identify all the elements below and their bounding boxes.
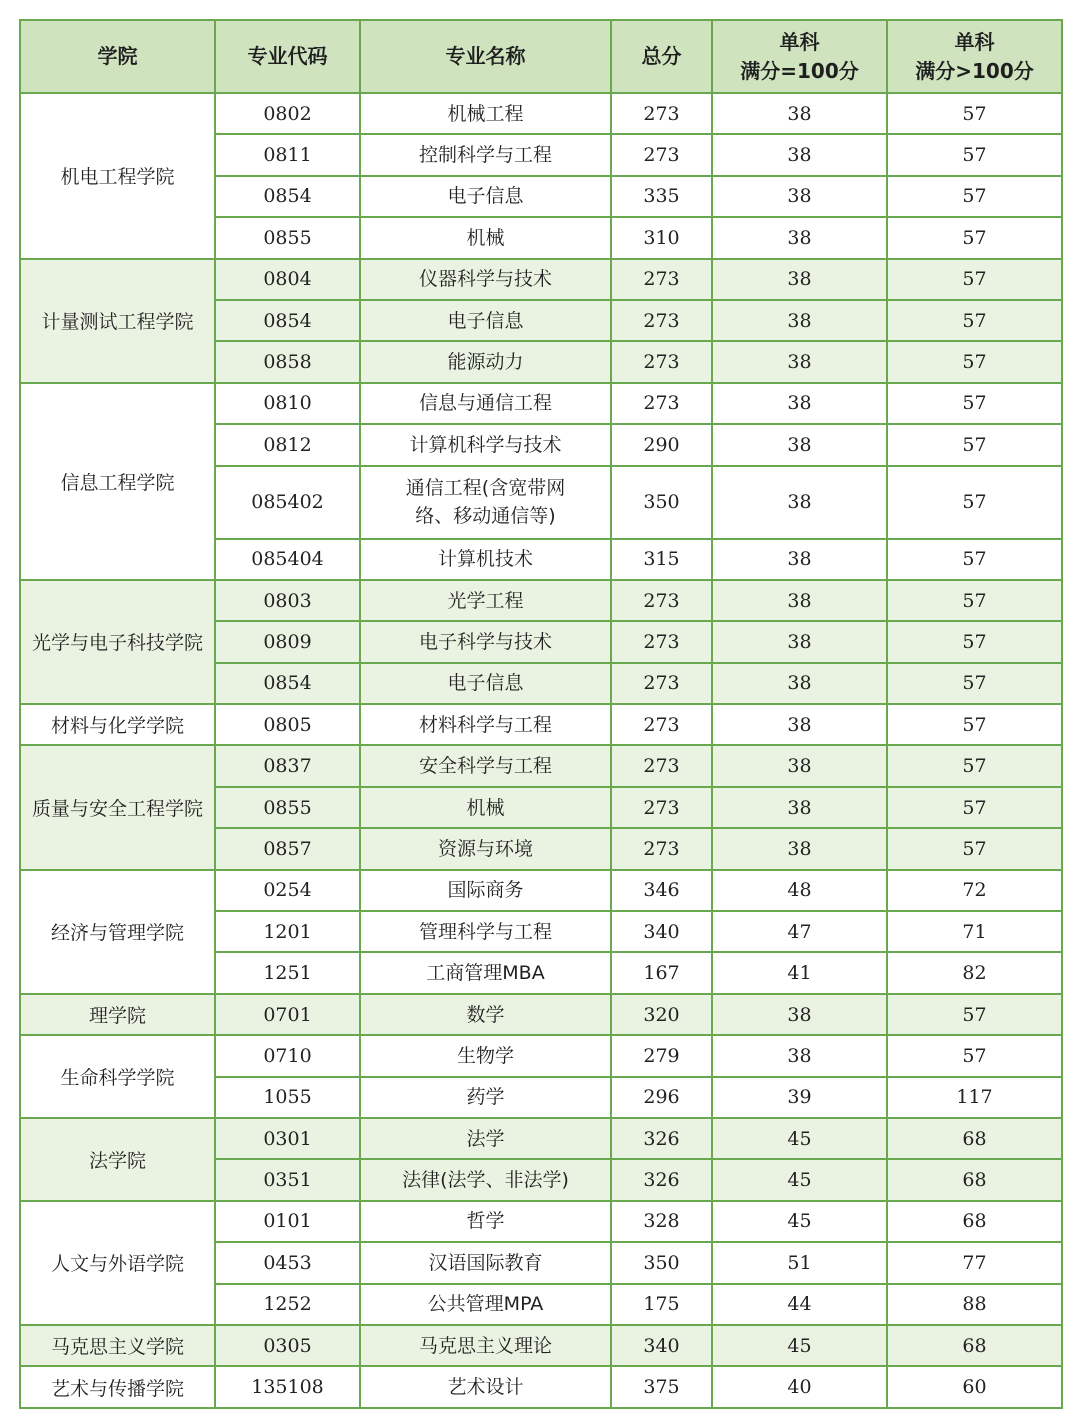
major-name-cell: 哲学 xyxy=(360,1201,611,1242)
single-subject-over-100-cell: 57 xyxy=(887,704,1062,745)
single-subject-100-cell: 47 xyxy=(712,911,887,952)
total-score-cell: 350 xyxy=(611,1242,712,1283)
single-subject-100-cell: 44 xyxy=(712,1284,887,1325)
major-code-cell: 0101 xyxy=(215,1201,360,1242)
single-subject-over-100-cell: 57 xyxy=(887,300,1062,341)
single-subject-over-100-cell: 68 xyxy=(887,1118,1062,1159)
college-cell: 质量与安全工程学院 xyxy=(20,745,215,869)
major-code-cell: 0804 xyxy=(215,259,360,300)
total-score-cell: 273 xyxy=(611,787,712,828)
single-subject-over-100-cell: 57 xyxy=(887,1035,1062,1076)
major-code-cell: 0453 xyxy=(215,1242,360,1283)
major-name-cell: 艺术设计 xyxy=(360,1366,611,1407)
major-code-cell: 0710 xyxy=(215,1035,360,1076)
major-code-cell: 0858 xyxy=(215,341,360,382)
major-name-cell: 马克思主义理论 xyxy=(360,1325,611,1366)
major-name-cell: 公共管理MPA xyxy=(360,1284,611,1325)
total-score-cell: 310 xyxy=(611,217,712,258)
single-subject-100-cell: 48 xyxy=(712,870,887,911)
single-subject-100-cell: 38 xyxy=(712,176,887,217)
total-score-cell: 375 xyxy=(611,1366,712,1407)
major-code-cell: 0837 xyxy=(215,745,360,786)
header-single-subject-100-line1: 单科 xyxy=(779,29,820,54)
college-cell: 法学院 xyxy=(20,1118,215,1201)
major-name-cell: 资源与环境 xyxy=(360,828,611,869)
single-subject-100-cell: 38 xyxy=(712,663,887,704)
single-subject-100-cell: 45 xyxy=(712,1159,887,1200)
single-subject-100-cell: 38 xyxy=(712,383,887,424)
single-subject-100-cell: 38 xyxy=(712,621,887,662)
major-name-cell: 汉语国际教育 xyxy=(360,1242,611,1283)
college-cell: 机电工程学院 xyxy=(20,93,215,259)
major-code-cell: 0855 xyxy=(215,217,360,258)
single-subject-100-cell: 38 xyxy=(712,539,887,580)
total-score-cell: 346 xyxy=(611,870,712,911)
table-row xyxy=(20,704,1062,745)
single-subject-over-100-cell: 57 xyxy=(887,134,1062,175)
major-name-cell: 安全科学与工程 xyxy=(360,745,611,786)
table-row xyxy=(20,1118,1062,1159)
total-score-cell: 340 xyxy=(611,911,712,952)
single-subject-100-cell: 41 xyxy=(712,952,887,993)
college-cell: 人文与外语学院 xyxy=(20,1201,215,1325)
major-code-cell: 0854 xyxy=(215,663,360,704)
college-cell: 信息工程学院 xyxy=(20,383,215,580)
major-name-cell: 信息与通信工程 xyxy=(360,383,611,424)
header-single-subject-over-100-line1: 单科 xyxy=(954,29,995,54)
major-name-cell: 工商管理MBA xyxy=(360,952,611,993)
table-body xyxy=(20,93,1062,1408)
single-subject-over-100-cell: 57 xyxy=(887,580,1062,621)
major-name-cell: 机械 xyxy=(360,217,611,258)
header-major-name: 专业名称 xyxy=(360,20,611,93)
score-table xyxy=(19,19,1063,1409)
college-cell: 材料与化学学院 xyxy=(20,704,215,745)
total-score-cell: 273 xyxy=(611,341,712,382)
total-score-cell: 350 xyxy=(611,466,712,539)
major-name-cell: 仪器科学与技术 xyxy=(360,259,611,300)
major-name-cell: 材料科学与工程 xyxy=(360,704,611,745)
major-code-cell: 0809 xyxy=(215,621,360,662)
single-subject-100-cell: 39 xyxy=(712,1077,887,1118)
total-score-cell: 273 xyxy=(611,300,712,341)
total-score-cell: 175 xyxy=(611,1284,712,1325)
single-subject-over-100-cell: 57 xyxy=(887,176,1062,217)
single-subject-100-cell: 38 xyxy=(712,259,887,300)
major-name-cell: 电子信息 xyxy=(360,300,611,341)
header-single-subject-100 xyxy=(712,20,887,93)
header-single-subject-100-line2: 满分=100分 xyxy=(740,58,859,83)
single-subject-over-100-cell: 57 xyxy=(887,466,1062,539)
major-name-line2: 络、移动通信等) xyxy=(415,505,556,528)
college-cell: 理学院 xyxy=(20,994,215,1035)
single-subject-over-100-cell: 57 xyxy=(887,787,1062,828)
single-subject-100-cell: 45 xyxy=(712,1325,887,1366)
single-subject-100-cell: 38 xyxy=(712,341,887,382)
major-name-cell: 机械 xyxy=(360,787,611,828)
single-subject-over-100-cell: 71 xyxy=(887,911,1062,952)
total-score-cell: 296 xyxy=(611,1077,712,1118)
table-row xyxy=(20,1035,1062,1076)
table-row xyxy=(20,1325,1062,1366)
single-subject-over-100-cell: 57 xyxy=(887,217,1062,258)
major-code-cell: 0811 xyxy=(215,134,360,175)
single-subject-100-cell: 38 xyxy=(712,745,887,786)
major-name-cell xyxy=(360,466,611,539)
single-subject-over-100-cell: 57 xyxy=(887,745,1062,786)
major-code-cell: 0810 xyxy=(215,383,360,424)
total-score-cell: 273 xyxy=(611,745,712,786)
total-score-cell: 335 xyxy=(611,176,712,217)
major-name-cell: 计算机技术 xyxy=(360,539,611,580)
single-subject-100-cell: 38 xyxy=(712,466,887,539)
major-name-cell: 能源动力 xyxy=(360,341,611,382)
major-name-cell: 光学工程 xyxy=(360,580,611,621)
table-row xyxy=(20,1366,1062,1407)
major-code-cell: 1251 xyxy=(215,952,360,993)
college-cell: 生命科学学院 xyxy=(20,1035,215,1118)
college-cell: 马克思主义学院 xyxy=(20,1325,215,1366)
total-score-cell: 273 xyxy=(611,663,712,704)
major-name-cell: 生物学 xyxy=(360,1035,611,1076)
college-cell: 计量测试工程学院 xyxy=(20,259,215,383)
major-name-cell: 计算机科学与技术 xyxy=(360,424,611,465)
single-subject-100-cell: 38 xyxy=(712,1035,887,1076)
single-subject-100-cell: 38 xyxy=(712,300,887,341)
major-name-cell: 电子信息 xyxy=(360,176,611,217)
single-subject-over-100-cell: 57 xyxy=(887,994,1062,1035)
single-subject-100-cell: 51 xyxy=(712,1242,887,1283)
header-major-code: 专业代码 xyxy=(215,20,360,93)
single-subject-over-100-cell: 57 xyxy=(887,341,1062,382)
major-name-cell: 药学 xyxy=(360,1077,611,1118)
total-score-cell: 273 xyxy=(611,828,712,869)
single-subject-100-cell: 45 xyxy=(712,1118,887,1159)
single-subject-over-100-cell: 82 xyxy=(887,952,1062,993)
single-subject-100-cell: 38 xyxy=(712,93,887,134)
major-code-cell: 135108 xyxy=(215,1366,360,1407)
single-subject-100-cell: 45 xyxy=(712,1201,887,1242)
single-subject-100-cell: 40 xyxy=(712,1366,887,1407)
major-name-cell: 数学 xyxy=(360,994,611,1035)
single-subject-100-cell: 38 xyxy=(712,704,887,745)
major-name-cell: 管理科学与工程 xyxy=(360,911,611,952)
total-score-cell: 273 xyxy=(611,621,712,662)
major-name-cell: 电子科学与技术 xyxy=(360,621,611,662)
major-name-line1: 通信工程(含宽带网 xyxy=(405,477,566,500)
single-subject-100-cell: 38 xyxy=(712,424,887,465)
single-subject-over-100-cell: 68 xyxy=(887,1201,1062,1242)
single-subject-over-100-cell: 88 xyxy=(887,1284,1062,1325)
total-score-cell: 320 xyxy=(611,994,712,1035)
table-row xyxy=(20,870,1062,911)
major-code-cell: 085404 xyxy=(215,539,360,580)
single-subject-over-100-cell: 57 xyxy=(887,539,1062,580)
college-cell: 经济与管理学院 xyxy=(20,870,215,994)
total-score-cell: 273 xyxy=(611,704,712,745)
single-subject-over-100-cell: 57 xyxy=(887,621,1062,662)
total-score-cell: 328 xyxy=(611,1201,712,1242)
major-code-cell: 0254 xyxy=(215,870,360,911)
major-name-cell: 电子信息 xyxy=(360,663,611,704)
total-score-cell: 273 xyxy=(611,93,712,134)
major-code-cell: 0854 xyxy=(215,176,360,217)
major-code-cell: 0857 xyxy=(215,828,360,869)
major-code-cell: 0802 xyxy=(215,93,360,134)
single-subject-100-cell: 38 xyxy=(712,580,887,621)
single-subject-over-100-cell: 68 xyxy=(887,1159,1062,1200)
table-row xyxy=(20,580,1062,621)
total-score-cell: 326 xyxy=(611,1159,712,1200)
single-subject-over-100-cell: 57 xyxy=(887,259,1062,300)
table-row xyxy=(20,93,1062,134)
total-score-cell: 290 xyxy=(611,424,712,465)
header-single-subject-over-100 xyxy=(887,20,1062,93)
total-score-cell: 315 xyxy=(611,539,712,580)
single-subject-100-cell: 38 xyxy=(712,828,887,869)
total-score-cell: 167 xyxy=(611,952,712,993)
major-code-cell: 085402 xyxy=(215,466,360,539)
college-cell: 光学与电子科技学院 xyxy=(20,580,215,704)
header-total-score: 总分 xyxy=(611,20,712,93)
single-subject-100-cell: 38 xyxy=(712,994,887,1035)
single-subject-over-100-cell: 117 xyxy=(887,1077,1062,1118)
major-name-cell: 国际商务 xyxy=(360,870,611,911)
major-name-cell: 控制科学与工程 xyxy=(360,134,611,175)
major-code-cell: 0701 xyxy=(215,994,360,1035)
table-row xyxy=(20,1201,1062,1242)
college-cell: 艺术与传播学院 xyxy=(20,1366,215,1407)
single-subject-over-100-cell: 57 xyxy=(887,424,1062,465)
major-code-cell: 0301 xyxy=(215,1118,360,1159)
header-college: 学院 xyxy=(20,20,215,93)
single-subject-over-100-cell: 57 xyxy=(887,383,1062,424)
major-code-cell: 0803 xyxy=(215,580,360,621)
major-name-cell: 法学 xyxy=(360,1118,611,1159)
major-code-cell: 0805 xyxy=(215,704,360,745)
single-subject-over-100-cell: 72 xyxy=(887,870,1062,911)
total-score-cell: 273 xyxy=(611,134,712,175)
table-row xyxy=(20,259,1062,300)
total-score-cell: 273 xyxy=(611,383,712,424)
major-code-cell: 0854 xyxy=(215,300,360,341)
major-code-cell: 0812 xyxy=(215,424,360,465)
single-subject-over-100-cell: 57 xyxy=(887,93,1062,134)
total-score-cell: 273 xyxy=(611,259,712,300)
major-name-cell: 机械工程 xyxy=(360,93,611,134)
table-header-row xyxy=(20,20,1062,93)
major-code-cell: 1252 xyxy=(215,1284,360,1325)
total-score-cell: 340 xyxy=(611,1325,712,1366)
total-score-cell: 326 xyxy=(611,1118,712,1159)
single-subject-100-cell: 38 xyxy=(712,787,887,828)
table-row xyxy=(20,745,1062,786)
single-subject-100-cell: 38 xyxy=(712,217,887,258)
total-score-cell: 279 xyxy=(611,1035,712,1076)
total-score-cell: 273 xyxy=(611,580,712,621)
single-subject-over-100-cell: 60 xyxy=(887,1366,1062,1407)
table-row xyxy=(20,383,1062,424)
major-code-cell: 1055 xyxy=(215,1077,360,1118)
single-subject-over-100-cell: 57 xyxy=(887,828,1062,869)
single-subject-100-cell: 38 xyxy=(712,134,887,175)
single-subject-over-100-cell: 57 xyxy=(887,663,1062,704)
major-code-cell: 1201 xyxy=(215,911,360,952)
single-subject-over-100-cell: 77 xyxy=(887,1242,1062,1283)
major-code-cell: 0305 xyxy=(215,1325,360,1366)
single-subject-over-100-cell: 68 xyxy=(887,1325,1062,1366)
major-code-cell: 0351 xyxy=(215,1159,360,1200)
major-code-cell: 0855 xyxy=(215,787,360,828)
table-row xyxy=(20,994,1062,1035)
major-name-cell: 法律(法学、非法学) xyxy=(360,1159,611,1200)
header-single-subject-over-100-line2: 满分>100分 xyxy=(915,58,1034,83)
